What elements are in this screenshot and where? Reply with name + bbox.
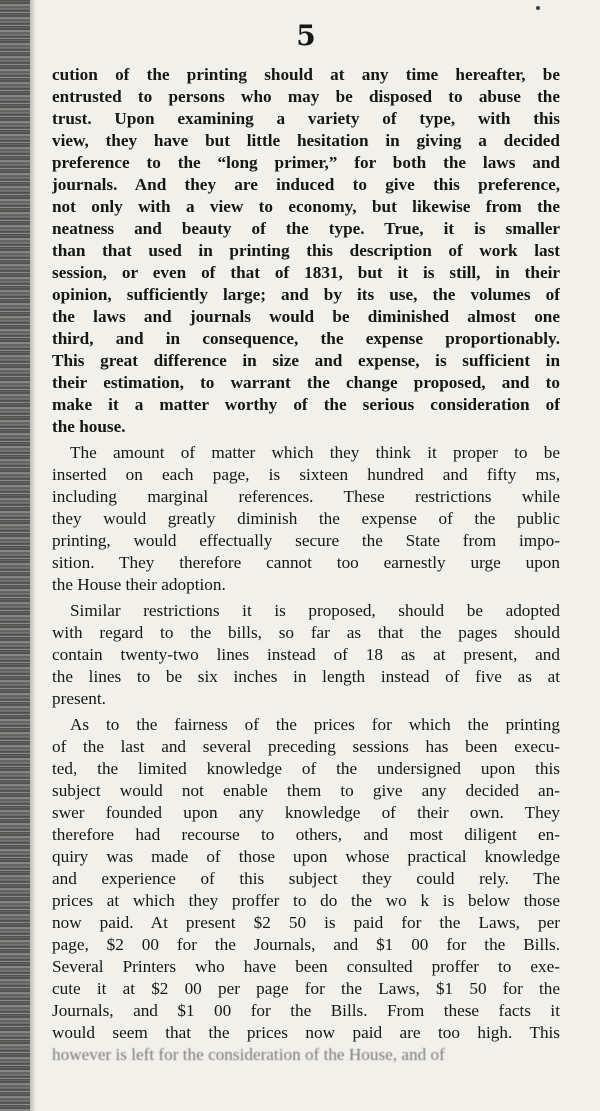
paragraph	[52, 714, 560, 1066]
text-line: not only with a view to economy, but likewise from the	[52, 197, 560, 216]
ink-speck	[536, 6, 540, 10]
text-line: opinion, sufficiently large; and by its use, the volumes of	[52, 285, 560, 304]
text-line: The amount of matter which they think it proper to be	[70, 443, 560, 462]
document-page	[52, 18, 560, 1066]
text-line: page, $2 00 for the Journals, and $1 00 for the Bills.	[52, 935, 560, 954]
text-line: view, they have but little hesitation in giving a decided	[52, 131, 560, 150]
text-line: swer founded upon any knowledge of their own. They	[52, 803, 560, 822]
text-line: Similar restrictions it is proposed, should be adopted	[70, 601, 560, 620]
text-line: the House their adoption.	[52, 575, 226, 594]
scan-binding-edge	[0, 0, 30, 1111]
text-line: preference to the “long primer,” for both the laws and	[52, 153, 560, 172]
text-line: contain twenty-two lines instead of 18 as at present, and	[52, 645, 560, 664]
text-line: the lines to be six inches in length instead of five as at	[52, 667, 560, 686]
paragraph	[52, 600, 560, 710]
text-line: therefore had recourse to others, and most diligent en-	[52, 825, 560, 844]
text-line: third, and in consequence, the expense proportionably.	[52, 329, 560, 348]
text-line: now paid. At present $2 50 is paid for the Laws, per	[52, 913, 560, 932]
text-line: they would greatly diminish the expense of the public	[52, 509, 560, 528]
text-line: of the last and several preceding sessions has been execu-	[52, 737, 560, 756]
text-line: would seem that the prices now paid are too high. This	[52, 1023, 560, 1042]
text-line: the house.	[52, 417, 126, 436]
text-line: make it a matter worthy of the serious consideration of	[52, 395, 560, 414]
text-line: subject would not enable them to give any decided an-	[52, 781, 560, 800]
text-line: As to the fairness of the prices for which the printing	[70, 715, 560, 734]
text-line: entrusted to persons who may be disposed to abuse the	[52, 87, 560, 106]
text-line: journals. And they are induced to give this preference,	[52, 175, 560, 194]
text-line: trust. Upon examining a variety of type, with this	[52, 109, 560, 128]
text-line: their estimation, to warrant the change proposed, and to	[52, 373, 560, 392]
text-line: however is left for the consideration of the House, and of	[52, 1045, 445, 1064]
text-line: cute it at $2 00 per page for the Laws, $1 50 for the	[52, 979, 560, 998]
text-line: prices at which they proffer to do the wo k is below those	[52, 891, 560, 910]
text-line: the laws and journals would be diminished almost one	[52, 307, 560, 326]
page-number: 5	[296, 19, 316, 52]
text-line: and experience of this subject they could rely. The	[52, 869, 560, 888]
paragraph	[52, 442, 560, 596]
text-line: neatness and beauty of the type. True, it is smaller	[52, 219, 560, 238]
text-line: present.	[52, 689, 106, 708]
text-line: including marginal references. These restrictions while	[52, 487, 560, 506]
text-line: This great difference in size and expense, is sufficient in	[52, 351, 560, 370]
text-line: than that used in printing this description of work last	[52, 241, 560, 260]
text-line: inserted on each page, is sixteen hundred and fifty ms,	[52, 465, 560, 484]
text-line: cution of the printing should at any time hereafter, be	[52, 65, 560, 84]
text-line: session, or even of that of 1831, but it is still, in their	[52, 263, 560, 282]
paragraph	[52, 64, 560, 438]
text-line: sition. They therefore cannot too earnestly urge upon	[52, 553, 560, 572]
text-line: quiry was made of those upon whose practical knowledge	[52, 847, 560, 866]
text-line: Several Printers who have been consulted proffer to exe-	[52, 957, 560, 976]
body-text	[52, 64, 560, 1066]
text-line: with regard to the bills, so far as that the pages should	[52, 623, 560, 642]
text-line: ted, the limited knowledge of the undersigned upon this	[52, 759, 560, 778]
text-line: Journals, and $1 00 for the Bills. From these facts it	[52, 1001, 560, 1020]
text-line: printing, would effectually secure the State from impo-	[52, 531, 560, 550]
